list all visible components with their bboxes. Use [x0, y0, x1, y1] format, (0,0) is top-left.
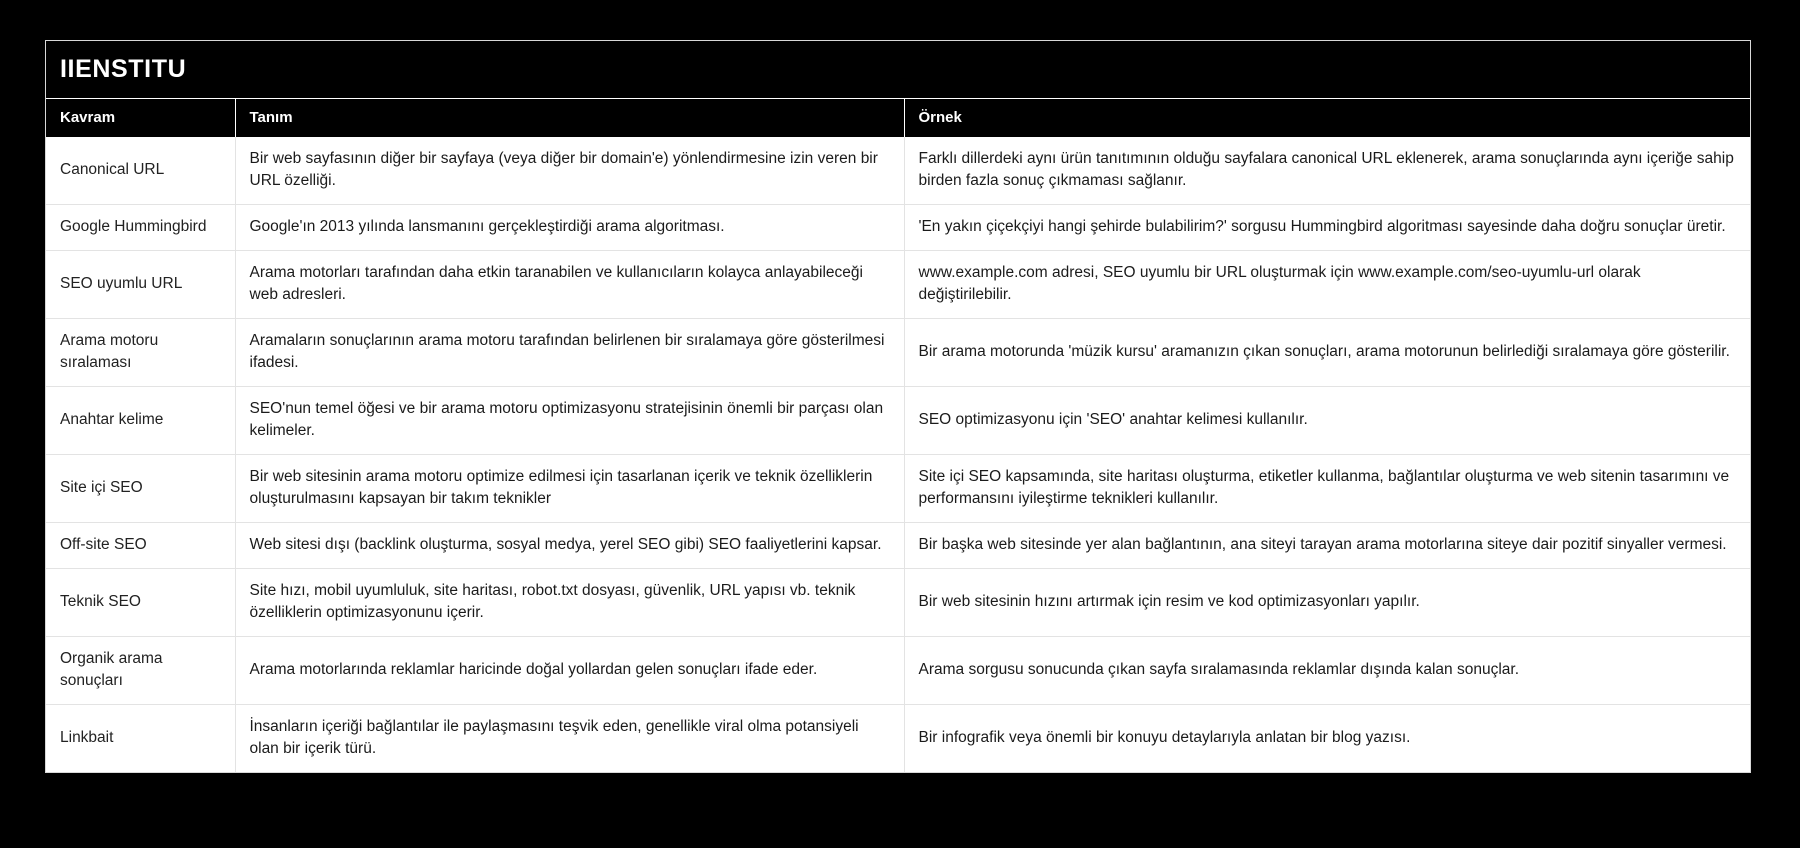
cell-tanim: Bir web sitesinin arama motoru optimize edilmesi için tasarlanan içerik ve teknik özelliklerin oluşturulmasını kapsayan bir takım teknikler: [235, 455, 904, 523]
table-row: [46, 523, 1750, 569]
table-row: [46, 251, 1750, 319]
table-body: [46, 137, 1750, 772]
cell-ornek: Bir web sitesinin hızını artırmak için resim ve kod optimizasyonları yapılır.: [904, 569, 1750, 637]
table-row: [46, 387, 1750, 455]
cell-kavram: Organik arama sonuçları: [46, 637, 235, 705]
cell-ornek: Farklı dillerdeki aynı ürün tanıtımının olduğu sayfalara canonical URL eklenerek, arama sonuçlarında aynı içeriğe sahip birden fazla sonuç çıkmaması sağlanır.: [918, 150, 1734, 189]
seo-glossary-card: [45, 40, 1751, 773]
cell-ornek: www.example.com adresi, SEO uyumlu bir URL oluşturmak için www.example.com/seo-uyumlu-url olarak değiştirilebilir.: [904, 251, 1750, 319]
cell-tanim: SEO'nun temel öğesi ve bir arama motoru optimizasyonu stratejisinin önemli bir parçası olan kelimeler.: [235, 387, 904, 455]
cell-ornek: 'En yakın çiçekçiyi hangi şehirde bulabilirim?' sorgusu Hummingbird algoritması sayesinde daha doğru sonuçlar üretir.: [904, 205, 1750, 251]
cell-ornek: Bir arama motorunda 'müzik kursu' aramanızın çıkan sonuçları, arama motorunun belirlediği sıralamaya göre gösterilir.: [904, 319, 1750, 387]
cell-ornek: Arama sorgusu sonucunda çıkan sayfa sıralamasında reklamlar dışında kalan sonuçlar.: [904, 637, 1750, 705]
cell-kavram: Anahtar kelime: [46, 387, 235, 455]
cell-ornek: Site içi SEO kapsamında, site haritası oluşturma, etiketler kullanma, bağlantılar oluşturma ve web sitenin tasarımını ve performansını iyileştirme teknikleri kullanılır.: [904, 455, 1750, 523]
cell-kavram: Google Hummingbird: [46, 205, 235, 251]
column-header-kavram: Kavram: [46, 99, 235, 137]
cell-tanim: Bir web sayfasının diğer bir sayfaya (veya diğer bir domain'e) yönlendirmesine izin veren bir URL özelliği.: [235, 137, 904, 205]
table-row: [46, 705, 1750, 773]
cell-tanim: Site hızı, mobil uyumluluk, site haritası, robot.txt dosyası, güvenlik, URL yapısı vb. teknik özelliklerin optimizasyonunu içerir.: [235, 569, 904, 637]
table-row: [46, 137, 1750, 205]
cell-kavram: Teknik SEO: [46, 569, 235, 637]
cell-tanim: Aramaların sonuçlarının arama motoru tarafından belirlenen bir sıralamaya göre gösterilmesi ifadesi.: [235, 319, 904, 387]
column-header-tanim: Tanım: [235, 99, 904, 137]
table-header-row: [46, 99, 1750, 137]
cell-kavram: SEO uyumlu URL: [46, 251, 235, 319]
cell-kavram: Canonical URL: [46, 137, 235, 205]
table-row: [46, 455, 1750, 523]
table-head: [46, 99, 1750, 137]
cell-kavram: Linkbait: [46, 705, 235, 773]
cell-tanim: İnsanların içeriği bağlantılar ile paylaşmasını teşvik eden, genellikle viral olma potansiyeli olan bir içerik türü.: [235, 705, 904, 773]
cell-ornek: SEO optimizasyonu için 'SEO' anahtar kelimesi kullanılır.: [904, 387, 1750, 455]
cell-tanim: Google'ın 2013 yılında lansmanını gerçekleştirdiği arama algoritması.: [235, 205, 904, 251]
table-row: [46, 319, 1750, 387]
cell-kavram: Arama motoru sıralaması: [46, 319, 235, 387]
table-row: [46, 637, 1750, 705]
brand-title: IIENSTITU: [60, 55, 187, 83]
column-header-ornek: Örnek: [904, 99, 1750, 137]
cell-tanim: Arama motorlarında reklamlar haricinde doğal yollardan gelen sonuçları ifade eder.: [235, 637, 904, 705]
seo-glossary-table: [46, 99, 1750, 772]
brand-header: [46, 41, 1750, 99]
cell-ornek: Bir infografik veya önemli bir konuyu detaylarıyla anlatan bir blog yazısı.: [904, 705, 1750, 773]
cell-kavram: Site içi SEO: [46, 455, 235, 523]
table-row: [46, 569, 1750, 637]
cell-kavram: Off-site SEO: [46, 523, 235, 569]
cell-tanim: Arama motorları tarafından daha etkin taranabilen ve kullanıcıların kolayca anlayabileceği web adresleri.: [235, 251, 904, 319]
cell-ornek: Bir başka web sitesinde yer alan bağlantının, ana siteyi tarayan arama motorlarına siteye dair pozitif sinyaller vermesi.: [904, 523, 1750, 569]
table-row: [46, 205, 1750, 251]
cell-tanim: Web sitesi dışı (backlink oluşturma, sosyal medya, yerel SEO gibi) SEO faaliyetlerini kapsar.: [235, 523, 904, 569]
